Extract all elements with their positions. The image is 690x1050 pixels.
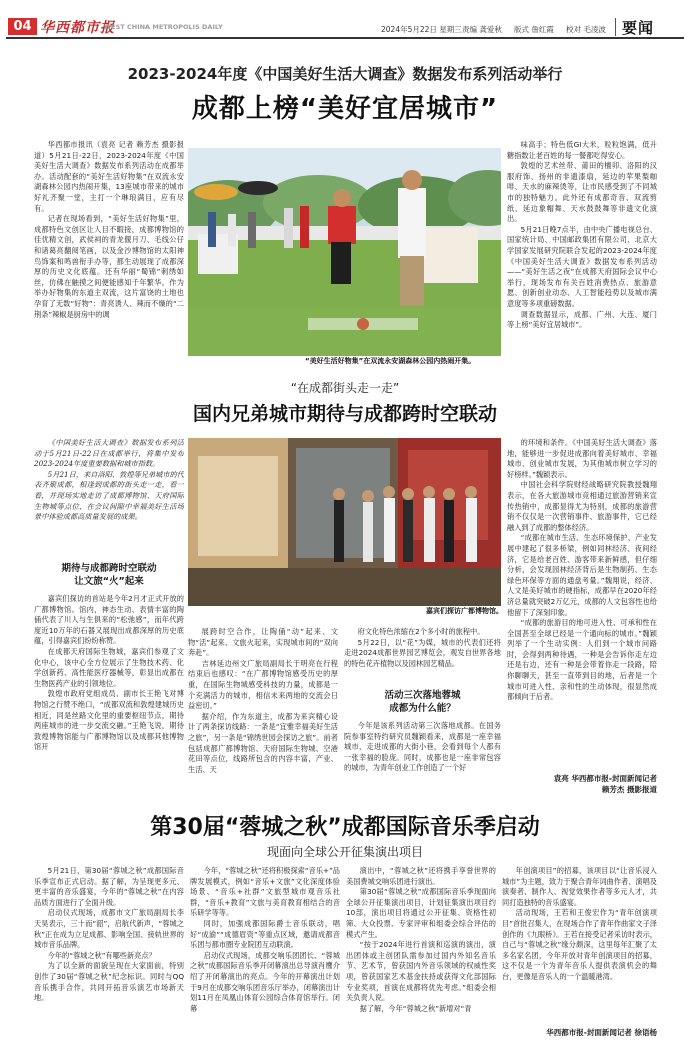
article2-subhead-1a: 期待与成都跨时空联动 <box>61 563 157 574</box>
article2-para: “成都的旅游目的地可进入性、可承和性在全国甚至全球已经是一个通向标的城市。”魏颖列举了一个生动实例：人们到一个城市问路时，会得到两种待遇，一种是会告诉你走左边还是右边，还有一种是会带着你走一段路，陪你聊聊天，甚至一直带到目的地，后者是一个城市可进入性、亲和性的生动体现，很显然成都倾向于后者。 <box>507 618 657 702</box>
article2-title: 国内兄弟城市期待与成都跨时空联动 <box>192 403 497 425</box>
photo-market-scene <box>188 148 501 356</box>
article2-subhead-1 <box>34 562 184 588</box>
article2-photo <box>188 438 501 606</box>
article2-lead <box>34 438 184 560</box>
article3-para: 年创演项目”的招募，该项目以“让音乐浸入城市”为主题，致力于聚合青年词曲作者、演唱及演奏者、制作人、视觉效果作者等多元人才，共同打造独特的音乐盛宴。 <box>502 866 657 907</box>
article3-para: 同时，加强成都国际爵士音乐联动，唱好“成渝”“成德眉资”等重点区域，邀请成都音乐团与都市圈专业院团互动联演。 <box>190 918 340 950</box>
article2-para: 中国社会科学院财经战略研究院教授魏翔表示，在各大旅游城市竞相通过旅游营销来宣传热销中，成都显得尤为特别，成都的旅游营销不仅仅是一次营销事件、旅游事件，它已经融入到了成都的整体经济。 <box>507 480 657 532</box>
layout-credit: 版式 詹红霞 <box>514 25 554 34</box>
section-label: 要闻 <box>622 19 655 37</box>
photo-museum-visit <box>188 438 501 606</box>
article2-para: 嘉宾们探访的首站是今年2月才正式开放的广都博物馆。馆内，神态生动、表情丰富的陶俑代表了川人与生俱来的“松弛感”，而年代跨度近10万年的石器又展现出成都深厚的历史底蕴，引得嘉宾们纷纷称赞。 <box>34 594 184 646</box>
article1-para: 敦煌的艺术丝带、莆田的檀卯、洛阳的汉服府饰、扬州的非遗漆扇，延边的苹果梨咖啡、天水的麻辣烫等，让市民感受到了不同城市的独特魅力。此外还有成都奇音、双流剪纸、延边象帽舞、天水鼓鼓舞等非遗文化演出。 <box>507 161 657 224</box>
article2-para: 据介绍，作为东道主，成都为来宾精心设计了两条探访线路：一条是“宜雅幸福美好生活之旅”，另一条是“锦绣世园会探访之旅”。前者包括成都广都博物馆、天府国际生物城、空港花田等点位，线路所包含的内容丰富，产业、生活、天 <box>188 711 338 774</box>
article1-photo-caption: “美好生活好物集”在双流永安湖森林公园内热闹开集。 <box>305 357 476 365</box>
article1-title: 成都上榜“美好宜居城市” <box>191 94 499 124</box>
article3-para: 今年，“蓉城之秋”还将积极探索“音乐+”品牌发展模式，例如“音乐+文旅”文化深度体验场景、“音乐+社群”文旅型城市观音乐社群，“音乐+教育”文旅与美育教育相结合的音乐研学等等。 <box>190 866 340 918</box>
article2-subhead-1b: 让文旅“火”起来 <box>74 576 144 587</box>
proof-credit: 校对 毛凌波 <box>566 25 606 34</box>
article2-para: 在成都天府国际生物城，嘉宾们参观了文化中心，该中心全方位展示了生物技术药、化学创新药、高性能医疗器械等，彰显出成都在生物医药产业的引领地位。 <box>34 646 184 688</box>
article3-para: 第30届“蓉城之秋”成都国际音乐季现面向全球公开征集演出项目，计划征集演出项目约10部，演出项目将通过公开征集、资格性初筛、大众投票、专家评审和组委会综合评估的模式产生。 <box>346 887 496 939</box>
article1-column-left <box>34 140 184 365</box>
article2-lead-para: 5月21日，来自洛阳、敦煌等兄弟城市的代表齐聚成都，相逢到成都的街头走一走，看一看，并现场实地走访了成都博物馆、天府国际生物城等点位，在会议间隙中幸福美好生活场景中体验成都高质量发展的成果。 <box>34 469 184 522</box>
article2-byline <box>507 773 657 795</box>
article1-para: 记者在现场看到，“美好生活好物集”里，成都特色文创区让人目不暇接，成都博物馆的佳优精文创，武侯祠的青龙偃月刀、毛线公仔和诸葛亮翻阅笔画，以及金沙博物馆的太阳神鸟饰案和鸣兽衔手办等，都生动展现了成都深厚的历史文化底蕴。还有华丽“蜀锦”刺绣如丝，仿佛在触摸之间便能感知千年繁华。作为举办好物集的东道主双流，这片富饶的土地也孕育了无数“好物”：青亮诱人、辣而不燥的“二荆条”辣椒是厨房中的调 <box>34 214 184 319</box>
page-number-badge: 04 <box>8 18 37 35</box>
article1-kicker: 2023-2024年度《中国美好生活大调查》数据发布系列活动举行 <box>127 65 563 83</box>
article3-column-1 <box>34 866 184 1042</box>
article2-para: 敦煌市政府党组成员、副市长王艳飞对博物馆之行赞不绝口，“成都双流和敦煌建城历史相近，同是丝路文化里的重要枢纽节点，期待两座城市的进一步交流交融。”王艳飞说，期待敦煌博物馆能与广都博物馆以及成都其他博物馆开 <box>34 689 184 752</box>
editor-credit: 责编 龚爱秋 <box>462 25 502 34</box>
article3-para: 活动现场，王若和王俊宏作为“青年创演项目”首批召集人，在现场合作了青年作曲家文子泽创作的《九眼桥》。王若在接受记者采访时表示，自己与“蓉城之秋”缘分颇深，这里每年汇聚了太多名家名团，今年开放对青年创演项目的招募，这不仅是一个为青年音乐人提供表演机会的舞台，更像是音乐人的一个温暖港湾。 <box>502 908 657 981</box>
article2-subhead-2 <box>344 689 501 715</box>
article3-para: 演出中，“蓉城之秋”还将携手享誉世界的美国费城交响乐团进行演出。 <box>346 866 496 886</box>
article1-para: 华西都市报讯（袁亮 记者 赖芳杰 摄影报道）5月21日-22日，2023-2024年度《中国美好生活大调查》数据发布系列活动在成都举办。活动配套的“美好生活好物集”在双流永安湖森林公园内热闹开集，13座城市带来的城市好礼齐聚一堂，主打一个琳琅满目，应有尽有。 <box>34 140 184 213</box>
article2-para: 府文化特色浓缩在2个多小时的旅程中。 <box>357 627 485 636</box>
article2-para: “成都在城市生活、生态环境保护、产业发展中建起了很多桥梁，例如同林经济、夜间经济，它是给老百姓、游客带来新鲜感，但仔细分析，会发现园林经济背后是生物制药、生态绿色环保等方面的通盘考量。”魏翔说，经济、人文是美好城市的硬指标，成都早在2020年经济总量就突破2万亿元，成都的人文包容性也给他留下了深刻印象。 <box>507 533 657 617</box>
article2-para: 的环境和条件。《中国美好生活大调查》落地，能够进一步促进成都向着美好城市、幸福城市、创业城市发展，为其他城市树立学习的好榜样。”魏颖表示。 <box>507 438 657 479</box>
newspaper-logo-en: WEST CHINA METROPOLIS DAILY <box>104 23 223 31</box>
article2-byline-1: 袁亮 华西都市报-封面新闻记者 <box>553 774 657 783</box>
article3-title: 第30届“蓉城之秋”成都国际音乐季启动 <box>150 815 540 840</box>
article2-para: 5月22日，以“花”为媒，城市的代表们还将走进2024成都世界园艺博览会，观发自世界各地的特色花卉植物以及园林园艺精品。 <box>344 637 501 668</box>
article2-photo-caption: 嘉宾们探访广都博物馆。 <box>426 607 503 615</box>
article3-column-3 <box>346 866 496 1042</box>
article2-para: 展跨时空合作，让陶俑“动”起来、文物“活”起来、文旅火起来，实现城市间的“双向奔赴”。 <box>188 627 338 658</box>
article1-para: 调查数据显示，成都、广州、大连、厦门等上榜“美好宜居城市”。 <box>507 309 657 330</box>
section-divider <box>615 18 616 36</box>
article1-photo <box>188 148 501 356</box>
article1-para: 味高手；特色低GI大米，粒粒饱满，低升糖指数让老百姓的每一餐都吃得安心。 <box>507 140 657 160</box>
article2-kicker: “在成都街头走一走” <box>290 381 400 395</box>
article3-column-2 <box>190 866 340 1042</box>
article3-subtitle: 现面向全球公开征集演出项目 <box>266 845 423 859</box>
article2-lead-para: 《中国美好生活大调查》数据发布系列活动于5月21日-22日在成都举行，将集中发布2023-2024年度重要数据和城市指数。 <box>34 438 184 469</box>
article3-column-4 <box>502 866 657 1026</box>
article2-column-3 <box>344 627 501 685</box>
issue-date: 2024年5月22日 星期三 <box>381 25 462 34</box>
article1-para: 5月21日晚7点半，由中央广播电视总台、国家统计局、中国邮政集团有限公司、北京大学国家发展研究院联合发起的2023-2024年度《中国美好生活大调查》数据发布系列活动——“美好生活之夜”在成都天府国际会议中心举行，现场发布有关百姓消费热点、旅游意愿、创新创业动态、人工智能趋势以及城市满意度等多项重磅数据。 <box>507 224 657 308</box>
header-rule <box>6 37 684 39</box>
article3-byline: 华西都市报-封面新闻记者 徐语杨 <box>546 1028 657 1037</box>
article2-subhead-2a: 活动三次落地蓉城 <box>384 690 461 701</box>
article3-para: “按于2024年进行首演和巡演的演出，演出团体或主创团队需参加过国内外知名音乐节、艺术节，曾获国内外音乐领域的权威性奖项，曾获国家艺术基金扶持或获得文化部国际专业奖项，首演在成都将优先考虑。”组委会相关负责人说。 <box>346 940 496 1003</box>
newspaper-logo: 华西都市报 <box>40 20 115 36</box>
article3-para: 5月21日，第30届“蓉城之秋”成都国际音乐季宣布正式启动。据了解，为呈现更多元、更丰富的音乐盛宴，今年的“蓉城之秋”在内容品质方面进行了全面升级。 <box>34 866 184 907</box>
article3-para: 为了以全新的面貌呈现在大家面前，特别创作了30届“蓉城之秋”纪念标识。同时与QQ音乐携手合作，共同开拓音乐演艺市场新天地。 <box>34 961 184 1003</box>
article2-column-4 <box>507 438 657 768</box>
article2-para: 今年是该系列活动第三次落地成都。在国务院参事室特约研究员魏颖看来，成都是一座幸福城市，走进成都的大街小巷，会看到每个人都有一张幸福的脸庞。同时，成都也是一座非常包容的城市，为青年创业工作创造了一个好 <box>344 721 501 773</box>
article3-para: 启动仪式现场，成都交响乐团团长、“蓉城之秋”成都国际音乐季开闭幕演出总导演肖鹰介绍了开闭幕演出的亮点。今年的开幕演出计划于9月在成都交响乐团音乐厅举办，闭幕演出计划11月在凤凰山体育公园综合体育馆举行。闭幕 <box>190 950 340 1013</box>
article3-para: 今年的“蓉城之秋”有哪些新亮点？ <box>47 950 156 960</box>
article3-para: 据了解，今年“蓉城之秋”新增对“青 <box>359 1003 472 1013</box>
article1-column-right <box>507 140 657 364</box>
article2-subhead-2b: 成都为什么能？ <box>389 703 456 714</box>
article2-para: 吉林延边州文广旅局副局长于明亮在行程结束后也感叹：“在广都博物馆感受历史的厚重，在国际生物城感受科技的力量，成都是一个充满活力的城市，相信未来两地的交流会日益密切。” <box>188 658 338 711</box>
article2-byline-2: 赖芳杰 摄影报道 <box>601 785 657 794</box>
article3-para: 启动仪式现场，成都市文广旅局副局长李天昊表示，三十而“韶”，启航代新声，“蓉城之秋”正在成为立足成都、影响全国、接轨世界的城市音乐品牌。 <box>34 908 184 950</box>
